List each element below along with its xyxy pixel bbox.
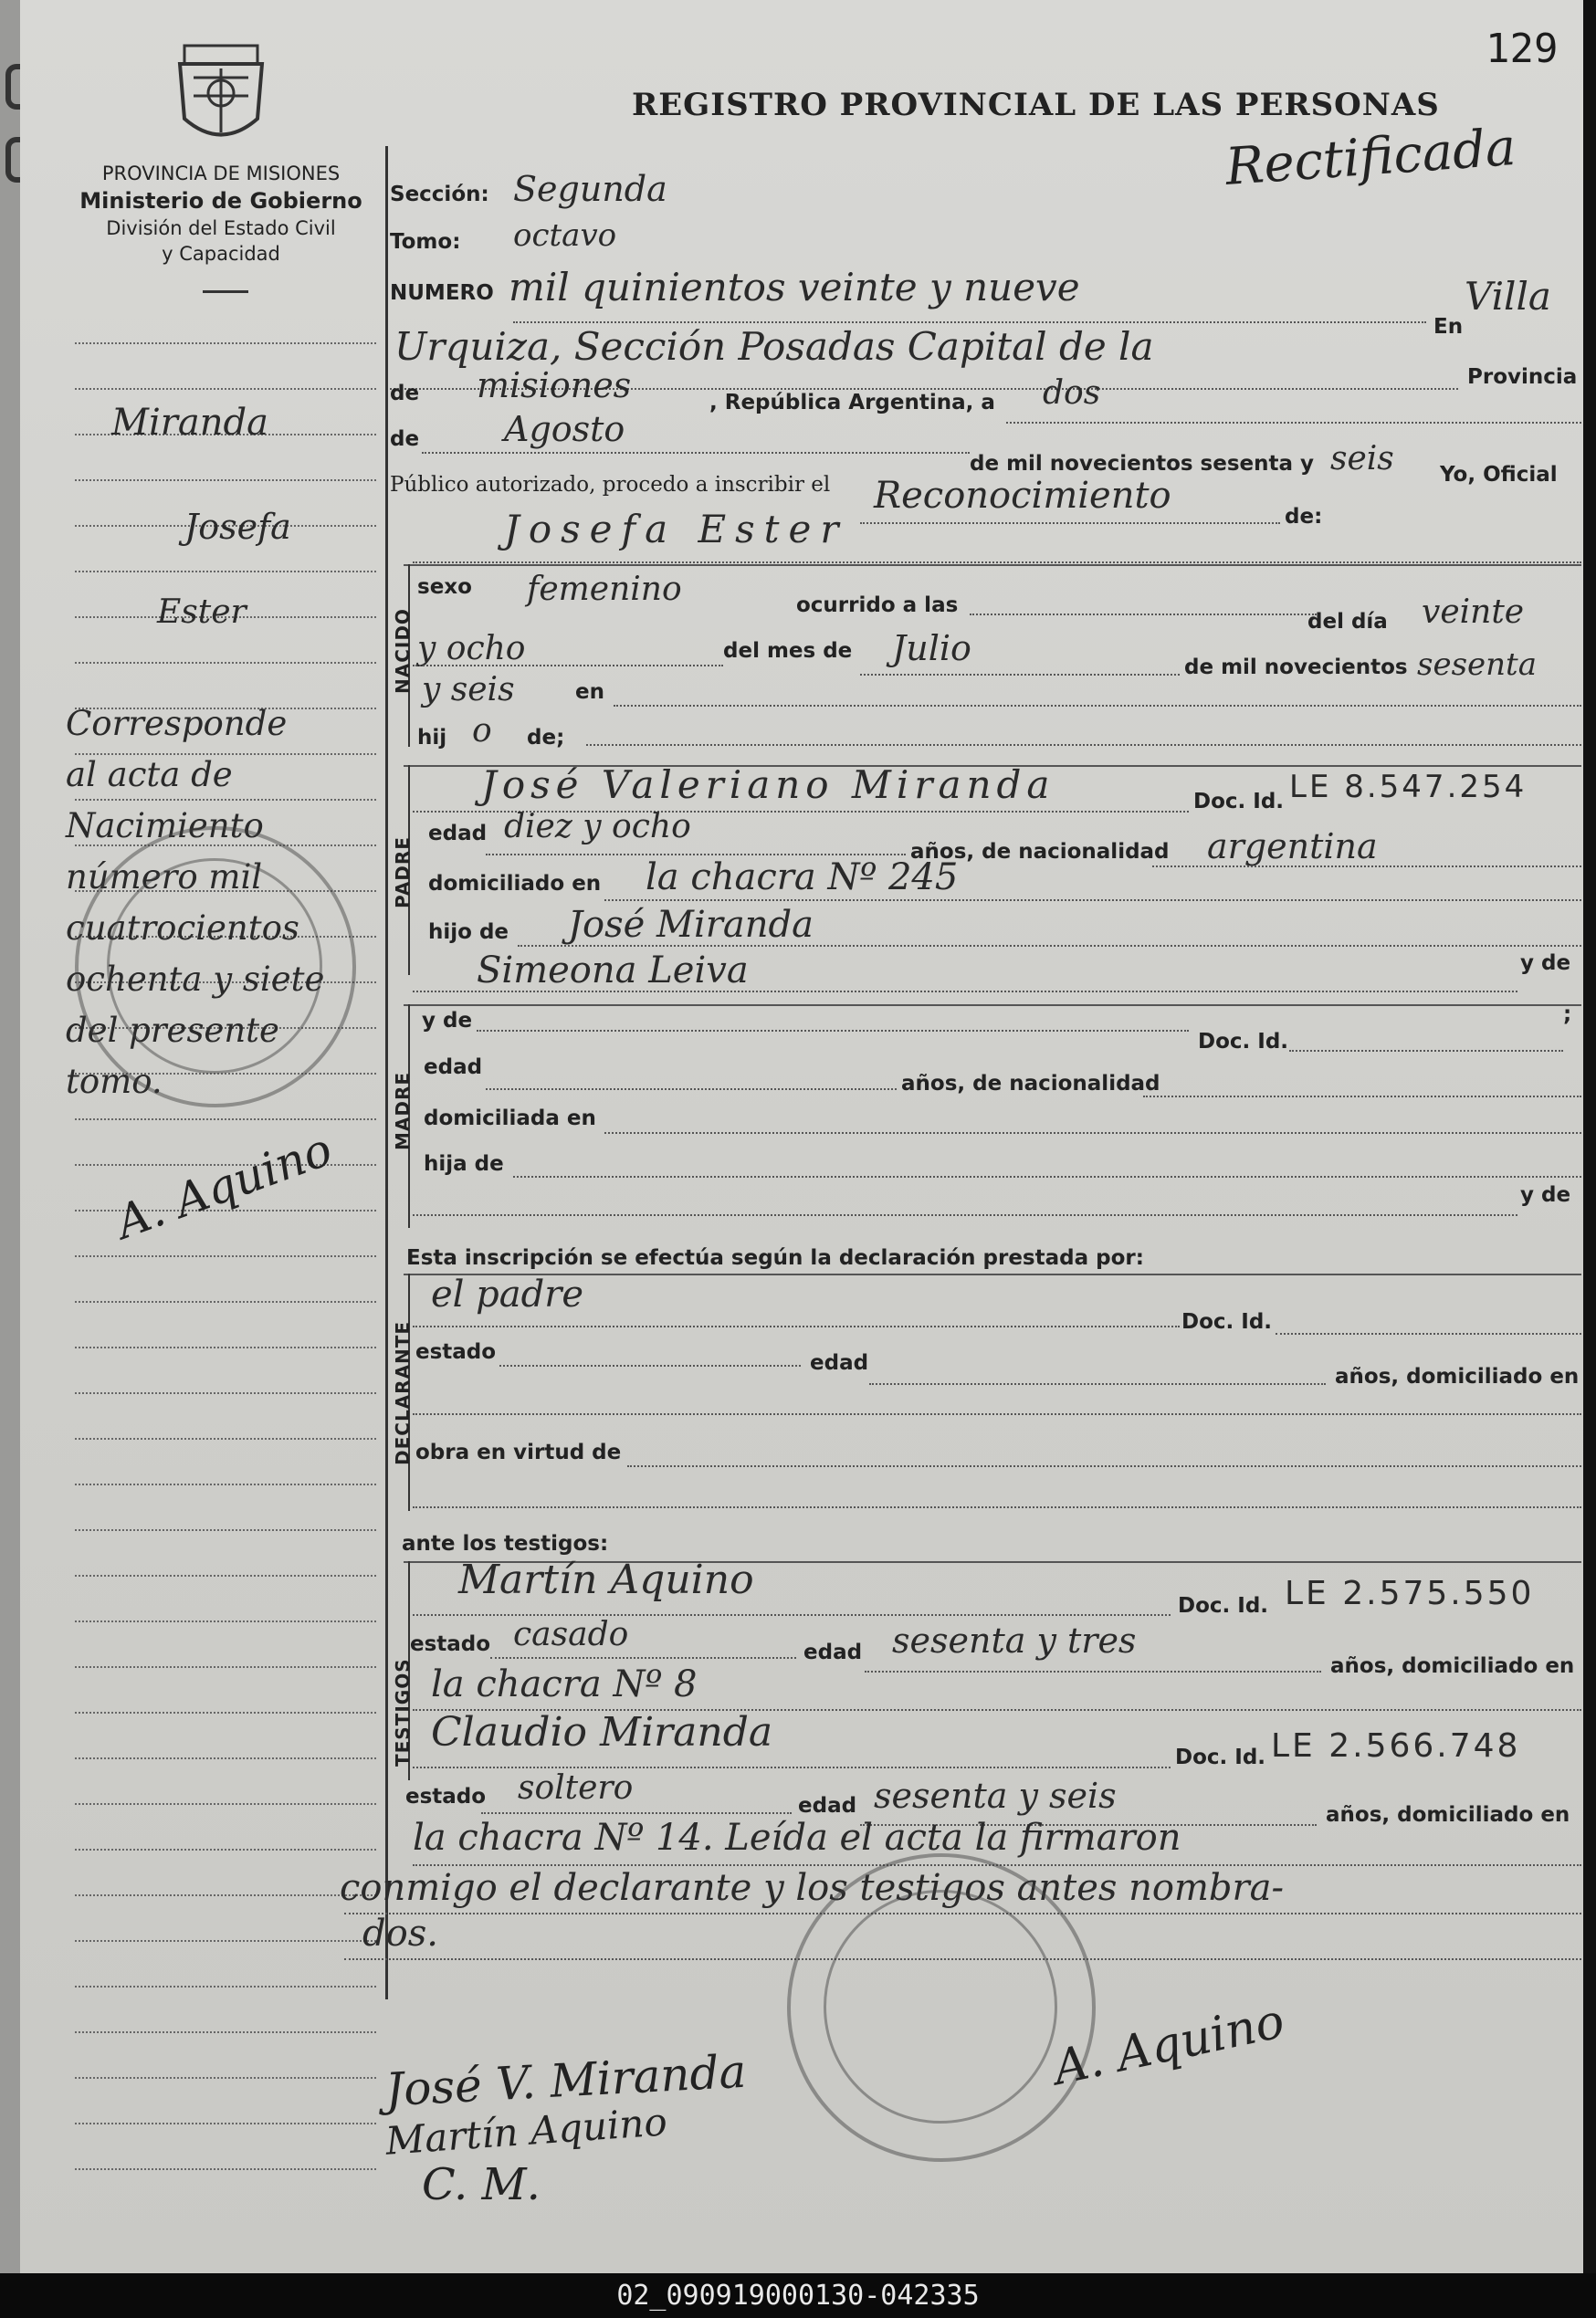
label-testigo2-doc: Doc. Id.: [1175, 1746, 1266, 1769]
section-label-testigos: TESTIGOS: [392, 1658, 414, 1767]
dotted-line: [499, 1365, 801, 1367]
value-mes-nac: Julio: [892, 628, 971, 668]
sidebar-rule-line: [75, 1666, 376, 1668]
section-label-madre: MADRE: [392, 1071, 414, 1150]
dotted-line: [518, 945, 1581, 947]
dotted-line: [513, 321, 1426, 323]
value-testigo2-dom: la chacra Nº 14. Leída el acta la firmaron: [413, 1817, 1181, 1859]
sidebar-rule-line: [75, 1757, 376, 1759]
section-divider: [404, 1004, 1581, 1006]
sidebar-division: División del Estado Civil: [106, 217, 336, 239]
value-anio-nac-2: y seis: [422, 671, 515, 708]
value-sexo: femenino: [527, 571, 682, 608]
label-esta-inscripcion: Esta inscripción se efectúa según la declaración prestada por:: [406, 1246, 1144, 1270]
dotted-line: [860, 522, 1280, 524]
value-anio: seis: [1330, 440, 1394, 477]
value-en-lugar: Villa: [1465, 274, 1551, 319]
signature-testigo-1: Martín Aquino: [383, 2099, 669, 2164]
label-madre-y-de: y de: [422, 1009, 473, 1033]
value-dia: dos: [1043, 374, 1101, 412]
label-de-colon: de:: [1285, 505, 1323, 529]
dotted-line: [490, 1657, 796, 1659]
label-en-nac: en: [575, 680, 604, 704]
signature-testigo-2: C. M.: [422, 2159, 541, 2210]
dotted-line: [481, 1812, 792, 1814]
dotted-line: [604, 1132, 1581, 1134]
section-label-declarante: DECLARANTE: [392, 1320, 414, 1465]
page-number: 129: [1486, 26, 1559, 72]
registry-seal-inner: [107, 858, 322, 1074]
sidebar-rule-line: [75, 2031, 376, 2033]
value-testigo2-nombre: Claudio Miranda: [431, 1709, 773, 1756]
label-padre-dom: domiciliado en: [428, 872, 602, 896]
label-testigo1-edad: edad: [803, 1641, 863, 1664]
value-provincia: misiones: [477, 365, 632, 405]
note-line: Nacimiento: [66, 806, 264, 845]
sidebar-rule-line: [75, 1712, 376, 1714]
label-testigo2-edad: edad: [798, 1794, 857, 1818]
value-lugar: Urquiza, Sección Posadas Capital de la: [394, 324, 1154, 369]
section-label-padre: PADRE: [392, 836, 414, 908]
label-declarante-edad: edad: [810, 1351, 869, 1375]
label-testigo2-dom: años, domiciliado en: [1326, 1803, 1570, 1827]
label-padre-nac: años, de nacionalidad: [910, 840, 1170, 864]
label-testigo1-estado: estado: [410, 1632, 491, 1656]
sidebar-rule-line: [75, 1803, 376, 1805]
sidebar-rule-line: [75, 1621, 376, 1622]
label-padre-y-de: y de: [1520, 951, 1571, 975]
dotted-line: [422, 452, 970, 454]
label-republica: , República Argentina, a: [709, 391, 995, 414]
label-del-mes: del mes de: [723, 639, 853, 663]
sidebar-rule-line: [75, 1392, 376, 1394]
dotted-line: [486, 1088, 897, 1090]
note-line: cuatrocientos: [66, 908, 299, 948]
value-testigo2-doc: LE 2.566.748: [1271, 1727, 1521, 1765]
sidebar-rule-line: [75, 662, 376, 664]
value-tomo: octavo: [513, 217, 617, 254]
dotted-line: [486, 854, 906, 855]
rectificada-stamp: Rectificada: [1223, 117, 1518, 198]
sidebar-rule-line: [75, 1986, 376, 1988]
dotted-line: [1143, 1096, 1581, 1097]
label-declarante-dom: años, domiciliado en: [1335, 1365, 1580, 1389]
label-de-semi: de;: [527, 726, 565, 750]
label-en: En: [1433, 315, 1464, 339]
sidebar-rule-line: [75, 2123, 376, 2124]
sidebar-rule-line: [75, 2077, 376, 2079]
value-testigo1-doc: LE 2.575.550: [1285, 1575, 1535, 1612]
label-madre-nac: años, de nacionalidad: [901, 1072, 1160, 1096]
dotted-line: [413, 561, 1581, 563]
label-testigo1-dom: años, domiciliado en: [1330, 1654, 1575, 1678]
dotted-line: [413, 1326, 1180, 1327]
label-madre-doc: Doc. Id.: [1198, 1030, 1289, 1054]
label-de-mes: de: [390, 427, 420, 451]
dotted-line: [413, 991, 1517, 992]
sidebar-rule-line: [75, 1849, 376, 1851]
note-line: al acta de: [66, 755, 233, 794]
value-seccion: Segunda: [513, 169, 667, 209]
province-crest-icon: [166, 37, 276, 155]
value-testigo2-estado: soltero: [518, 1769, 634, 1807]
sidebar-rule-line: [75, 479, 376, 481]
sidebar-division-2: y Capacidad: [162, 243, 280, 265]
margin-signature: A. Aquino: [109, 1122, 340, 1250]
dotted-line: [513, 1176, 1581, 1178]
label-ocurrido: ocurrido a las: [796, 593, 959, 617]
value-padre-edad: diez y ocho: [504, 808, 691, 845]
page-title: REGISTRO PROVINCIAL DE LAS PERSONAS: [632, 87, 1440, 123]
note-line: tomo.: [66, 1062, 163, 1101]
label-madre-edad: edad: [424, 1055, 483, 1079]
label-declarante-doc: Doc. Id.: [1181, 1310, 1273, 1334]
dotted-line: [1276, 1333, 1581, 1335]
value-padre-hijo-de-1: José Miranda: [568, 904, 814, 946]
dotted-line: [1152, 865, 1581, 867]
binder-edge: [0, 0, 20, 2273]
label-padre-doc: Doc. Id.: [1193, 790, 1285, 813]
note-line: del presente: [66, 1011, 279, 1050]
label-madre-hija-de: hija de: [424, 1152, 504, 1176]
sidebar-rule-line: [75, 571, 376, 572]
image-id-footer: 02_090919000130-042335: [0, 2273, 1596, 2318]
value-padre-nac: argentina: [1207, 826, 1378, 866]
label-obra: obra en virtud de: [415, 1441, 622, 1464]
sidebar-rule-line: [75, 1529, 376, 1531]
sidebar-rule-line: [75, 342, 376, 344]
value-dia-nac: veinte: [1422, 593, 1525, 631]
value-mes: Agosto: [504, 409, 625, 449]
sidebar-rule-line: [75, 1894, 376, 1896]
label-sexo: sexo: [417, 575, 472, 599]
label-tomo: Tomo:: [390, 230, 461, 254]
registry-page: [20, 0, 1583, 2273]
value-testigo1-estado: casado: [513, 1616, 629, 1653]
value-acto: Reconocimiento: [874, 475, 1171, 517]
section-label-nacido: NACIDO: [392, 608, 414, 694]
value-cierre-1: conmigo el declarante y los testigos antes nombra-: [340, 1867, 1285, 1909]
value-testigo1-edad: sesenta y tres: [892, 1621, 1137, 1661]
value-padre-nombre: José Valeriano Miranda: [481, 762, 1055, 807]
official-signature: A. Aquino: [1048, 1994, 1289, 2096]
dotted-line: [1006, 422, 1581, 424]
label-padre-hijo-de: hijo de: [428, 920, 509, 944]
dotted-line: [413, 1413, 1581, 1415]
sidebar-rule-line: [75, 1118, 376, 1120]
label-de-mil-nov: de mil novecientos: [1184, 656, 1408, 679]
label-ante-testigos: ante los testigos:: [402, 1532, 609, 1556]
label-testigo2-estado: estado: [405, 1785, 487, 1809]
signature-declarante: José V. Miranda: [383, 2044, 748, 2117]
sidebar-middle-name: Ester: [157, 593, 247, 631]
delegation-seal-inner: [824, 1890, 1057, 2124]
label-madre-semi: ;: [1563, 1002, 1572, 1026]
sidebar-first-name: Josefa: [184, 507, 291, 547]
dotted-line: [970, 614, 1317, 615]
dotted-line: [413, 1214, 1517, 1216]
value-testigo2-edad: sesenta y seis: [874, 1776, 1117, 1816]
sidebar-rule-line: [75, 1347, 376, 1348]
sidebar-rule-line: [75, 1255, 376, 1257]
label-yo-oficial: Yo, Oficial: [1440, 463, 1558, 487]
value-padre-hijo-de-2: Simeona Leiva: [477, 949, 749, 991]
sidebar-rule-line: [75, 1438, 376, 1440]
dotted-line: [586, 744, 1581, 746]
sidebar-rule-line: [75, 388, 376, 390]
value-numero: mil quinientos veinte y nueve: [509, 265, 1080, 309]
section-divider: [404, 564, 1581, 566]
label-madre-y-de-2: y de: [1520, 1183, 1571, 1207]
note-line: ochenta y siete: [66, 960, 325, 999]
dotted-line: [869, 1383, 1326, 1385]
dotted-line: [604, 899, 1581, 901]
sidebar-divider: [203, 290, 248, 293]
value-dia-nac-2: y ocho: [417, 630, 526, 667]
sidebar-rule-line: [75, 1940, 376, 1942]
sidebar-ministry: Ministerio de Gobierno: [79, 188, 362, 214]
dotted-line: [627, 1465, 1581, 1467]
sidebar-rule-line: [75, 1301, 376, 1303]
dotted-line: [1289, 1050, 1563, 1052]
label-seccion: Sección:: [390, 183, 489, 206]
label-de-mil: de mil novecientos sesenta y: [970, 452, 1315, 476]
sidebar-province: PROVINCIA DE MISIONES: [101, 163, 341, 184]
label-del-dia: del día: [1307, 610, 1388, 634]
label-publico: Público autorizado, procedo a inscribir el: [390, 473, 831, 497]
sidebar-rule-line: [75, 1484, 376, 1485]
label-provincia: Provincia: [1467, 365, 1578, 389]
value-testigo1-nombre: Martín Aquino: [458, 1557, 754, 1603]
value-declarante: el padre: [431, 1274, 584, 1316]
dotted-line: [614, 705, 1581, 707]
dotted-line: [413, 1506, 1581, 1508]
dotted-line: [865, 1671, 1321, 1673]
sidebar-rule-line: [75, 2168, 376, 2170]
note-line: Corresponde: [66, 704, 288, 743]
sidebar-rule-line: [75, 1575, 376, 1577]
label-testigo1-doc: Doc. Id.: [1178, 1594, 1269, 1618]
dotted-line: [860, 674, 1180, 676]
label-madre-dom: domiciliada en: [424, 1107, 596, 1130]
label-hijo: hij: [417, 726, 447, 750]
dotted-line: [413, 665, 723, 666]
label-padre-edad: edad: [428, 822, 488, 845]
note-line: número mil: [66, 857, 263, 897]
sidebar-surname: Miranda: [111, 402, 268, 444]
label-de-provincia: de: [390, 382, 420, 405]
value-cierre-2: dos.: [362, 1913, 438, 1955]
dotted-line: [477, 1030, 1189, 1032]
value-testigo1-dom: la chacra Nº 8: [431, 1663, 698, 1705]
value-padre-dom: la chacra Nº 245: [646, 856, 959, 898]
label-numero: NUMERO: [390, 281, 494, 305]
value-anio-nac: sesenta: [1417, 646, 1537, 683]
dotted-line: [413, 1767, 1171, 1768]
value-hijo-suffix: o: [472, 712, 492, 750]
main-left-border: [385, 146, 388, 1999]
value-nombre: Josefa Ester: [504, 507, 848, 551]
value-padre-doc: LE 8.547.254: [1289, 769, 1528, 805]
label-declarante-estado: estado: [415, 1340, 497, 1364]
